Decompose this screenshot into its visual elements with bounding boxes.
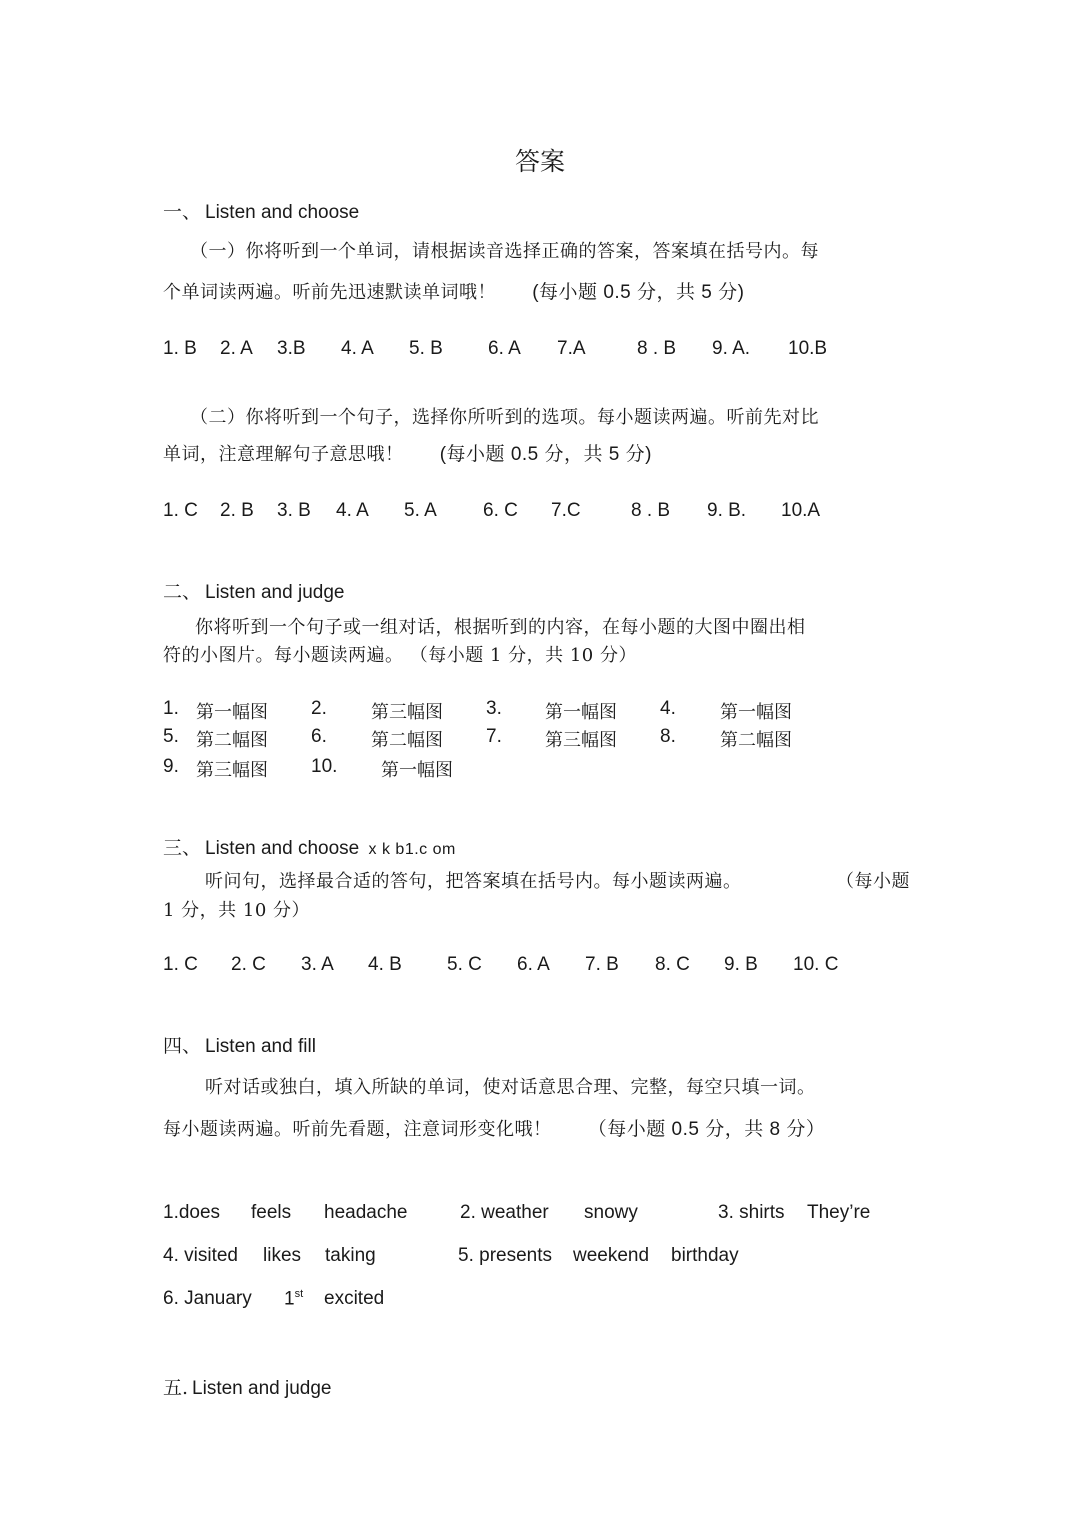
- ordinal-suffix: st: [294, 1288, 304, 1300]
- answer: 4. A: [336, 500, 369, 521]
- instruction-text: 个单词读两遍。听前先迅速默读单词哦！: [163, 282, 496, 303]
- instruction-line: [163, 277, 744, 304]
- answer: 3. B: [277, 500, 311, 521]
- answer-number: 4.: [660, 698, 676, 719]
- answer: 7.C: [551, 500, 581, 521]
- answer-row: [0, 1202, 1080, 1228]
- answer-word: excited: [324, 1288, 385, 1309]
- section-4-heading: [163, 1031, 316, 1058]
- answer: 8. C: [655, 954, 690, 975]
- watermark-text: x k b1.c om: [368, 841, 456, 858]
- answer-row: [0, 338, 1080, 364]
- answer: 第一幅图: [381, 760, 453, 781]
- answer: 3.B: [277, 338, 306, 359]
- answer: 1. C: [163, 500, 198, 521]
- answer-number: 8.: [660, 726, 676, 747]
- answer: 2. A: [220, 338, 253, 359]
- answer-word: 1.does: [163, 1202, 221, 1223]
- answer: 6. A: [488, 338, 521, 359]
- answer-number: 5.: [163, 726, 179, 747]
- answer: 7. B: [585, 954, 619, 975]
- section-number: 四、: [163, 1035, 202, 1057]
- date-number: 1: [284, 1288, 295, 1310]
- answer: 5. A: [404, 500, 437, 521]
- section-5-heading: [163, 1373, 332, 1400]
- section-title: Listen and fill: [205, 1036, 316, 1057]
- answer: 3. A: [301, 954, 334, 975]
- answer-word: 3. shirts: [718, 1202, 785, 1223]
- answer: 第一幅图: [545, 702, 617, 723]
- answer-row: [0, 1288, 1080, 1314]
- instruction-line: 符的小图片。每小题读两遍。 （每小题 1 分，共 10 分）: [163, 645, 637, 666]
- score-note: (每小题 0.5 分，共 5 分): [439, 444, 652, 465]
- answer-word: feels: [251, 1202, 292, 1223]
- answer: 8 . B: [637, 338, 677, 359]
- answer-word: 2. weather: [460, 1202, 549, 1223]
- answer: 1. B: [163, 338, 197, 359]
- answer-word: taking: [325, 1245, 376, 1266]
- page-title: 答案: [514, 147, 565, 176]
- answer-number: 10.: [311, 756, 338, 777]
- answer: 8 . B: [631, 500, 671, 521]
- answer-number: 1.: [163, 698, 179, 719]
- instruction-line: （二）你将听到一个句子，选择你所听到的选项。每小题读两遍。听前先对比: [190, 407, 819, 428]
- answer-word: snowy: [584, 1202, 638, 1223]
- answer-number: 6.: [311, 726, 327, 747]
- section-number: 一、: [163, 201, 202, 223]
- instruction-line: [163, 1114, 825, 1141]
- answer-row: [0, 1245, 1080, 1271]
- instruction-line: （每小题: [836, 871, 910, 892]
- answer: 6. A: [517, 954, 550, 975]
- section-number: 五.: [163, 1377, 189, 1399]
- answer: 第一幅图: [196, 702, 268, 723]
- answer: 第三幅图: [196, 760, 268, 781]
- answer-row: [0, 954, 1080, 980]
- answer-number: 3.: [486, 698, 502, 719]
- answer: 第三幅图: [545, 730, 617, 751]
- answer: 第二幅图: [371, 730, 443, 751]
- section-title: Listen and judge: [205, 582, 345, 603]
- answer: 6. C: [483, 500, 518, 521]
- answer: 5. C: [447, 954, 482, 975]
- section-1-heading: [163, 197, 359, 224]
- section-title: Listen and choose: [205, 838, 360, 859]
- answer: 第二幅图: [720, 730, 792, 751]
- answer: 5. B: [409, 338, 443, 359]
- answer: 2. B: [220, 500, 254, 521]
- answer-word: They’re: [807, 1202, 871, 1223]
- instruction-line: [163, 439, 652, 466]
- answer-row: [0, 500, 1080, 526]
- section-number: 三、: [163, 837, 202, 859]
- answer: 第二幅图: [196, 730, 268, 751]
- section-title: Listen and choose: [205, 202, 360, 223]
- answer-number: 7.: [486, 726, 502, 747]
- answer-word: 4. visited: [163, 1245, 238, 1266]
- answer: 10. C: [793, 954, 839, 975]
- answer-word: 5. presents: [458, 1245, 552, 1266]
- answer-word: weekend: [573, 1245, 650, 1266]
- answer: 第一幅图: [720, 702, 792, 723]
- instruction-line: 你将听到一个句子或一组对话，根据听到的内容，在每小题的大图中圈出相: [195, 617, 806, 638]
- answer-word: likes: [263, 1245, 302, 1266]
- answer: 第三幅图: [371, 702, 443, 723]
- section-3-heading: [163, 833, 456, 860]
- instruction-line: 听问句，选择最合适的答句，把答案填在括号内。每小题读两遍。: [205, 871, 742, 892]
- score-note: （每小题 0.5 分，共 8 分）: [587, 1119, 826, 1140]
- instruction-text: 单词，注意理解句子意思哦！: [163, 444, 404, 465]
- answer-word: [284, 1288, 303, 1310]
- instruction-line: 听对话或独白，填入所缺的单词，使对话意思合理、完整，每空只填一词。: [205, 1077, 816, 1098]
- section-number: 二、: [163, 581, 202, 603]
- answer: 10.B: [788, 338, 828, 359]
- answer-word: headache: [324, 1202, 408, 1223]
- answer: 1. C: [163, 954, 198, 975]
- answer-word: 6. January: [163, 1288, 252, 1309]
- section-2-heading: [163, 577, 344, 604]
- instruction-line: （一）你将听到一个单词，请根据读音选择正确的答案，答案填在括号内。每: [190, 241, 819, 262]
- answer: 2. C: [231, 954, 266, 975]
- instruction-text: 每小题读两遍。听前先看题，注意词形变化哦！: [163, 1119, 552, 1140]
- answer: 4. A: [341, 338, 374, 359]
- section-title: Listen and judge: [192, 1378, 332, 1399]
- answer: 4. B: [368, 954, 402, 975]
- instruction-line: 1 分，共 10 分）: [163, 900, 311, 921]
- answer: 7.A: [557, 338, 586, 359]
- answer: 9. A.: [712, 338, 751, 359]
- score-note: (每小题 0.5 分，共 5 分): [532, 282, 745, 303]
- answer-grid: [0, 698, 1080, 788]
- answer-number: 9.: [163, 756, 179, 777]
- answer-word: birthday: [671, 1245, 739, 1266]
- answer: 10.A: [781, 500, 821, 521]
- answer: 9. B.: [707, 500, 747, 521]
- answer-number: 2.: [311, 698, 327, 719]
- answer: 9. B: [724, 954, 758, 975]
